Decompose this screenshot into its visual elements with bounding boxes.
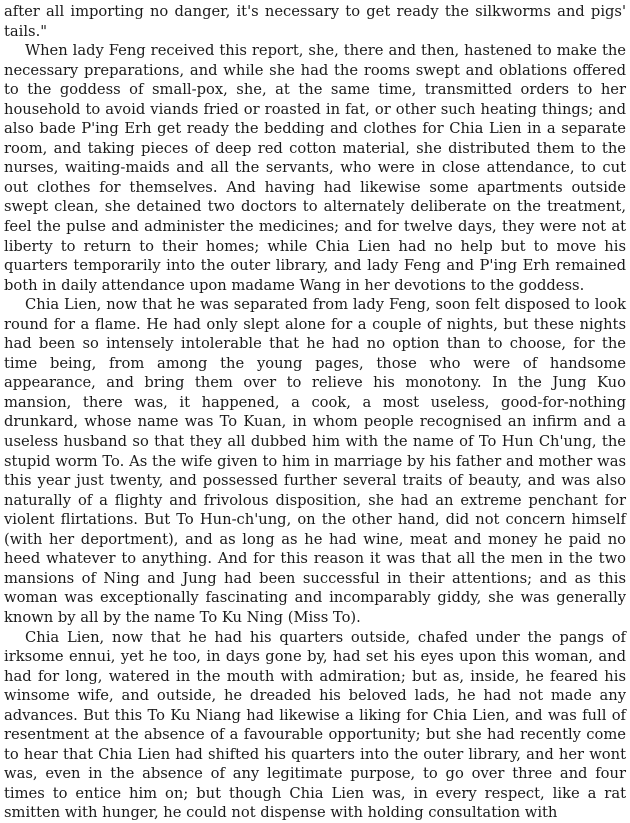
paragraph-chia-lien-quarters: Chia Lien, now that he had his quarters outside, chafed under the pangs of irksome ennui, yet he too, in days gone by, had set his eyes upon this woman, and had for long, watered in the mouth with admiration; but as, inside, he feared his winsome wife, and outside, he dreaded his beloved lads, he had not made any advances. But this To Ku Niang had likewise a liking for Chia Lien, and was full of resentment at the absence of a favourable opportunity; but she had recently come to hear that Chia Lien had shifted his quarters into the outer library, and her wont was, even in the absence of any legitimate purpose, to go over three and four times to entice him on; but though Chia Lien was, in every respect, like a rat smitten with hunger, he could not dispense with holding consultation with [4,628,626,822]
paragraph-continuation: after all importing no danger, it's necessary to get ready the silkworms and pigs' tails." [4,3,626,40]
paragraph-chia-lien-separated: Chia Lien, now that he was separated from lady Feng, soon felt disposed to look round for a flame. He had only slept alone for a couple of nights, but these nights had been so intensely intolerable that he had no option than to choose, for the time being, from among the young pages, those who were of handsome appearance, and bring them over to relieve his monotony. In the Jung Kuo mansion, there was, it happened, a cook, a most useless, good-for-nothing drunkard, whose name was To Kuan, in whom people recognised an infirm and a useless husband so that they all dubbed him with the name of To Hun Ch'ung, the stupid worm To. As the wife given to him in marriage by his father and mother was this year just twenty, and possessed further several traits of beauty, and was also naturally of a flighty and frivolous disposition, she had an extreme penchant for violent flirtations. But To Hun-ch'ung, on the other hand, did not concern himself (with her deportment), and as long as he had wine, meat and money he paid no heed whatever to anything. And for this reason it was that all the men in the two mansions of Ning and Jung had been successful in their attentions; and as this woman was exceptionally fascinating and incomparably giddy, she was generally known by all by the name To Ku Ning (Miss To). [4,296,626,626]
paragraph-lady-feng-preparations: When lady Feng received this report, she, there and then, hastened to make the necessary preparations, and while she had the rooms swept and oblations offered to the goddess of small-pox, she, at the same time, transmitted orders to her household to avoid viands fried or roasted in fat, or other such heating things; and also bade P'ing Erh get ready the bedding and clothes for Chia Lien in a separate room, and taking pieces of deep red cotton material, she distributed them to the nurses, waiting-maids and all the servants, who were in close attendance, to cut out clothes for themselves. And having had likewise some apartments outside swept clean, she detained two doctors to alternately deliberate on the treatment, feel the pulse and administer the medicines; and for twelve days, they were not at liberty to return to their homes; while Chia Lien had no help but to move his quarters temporarily into the outer library, and lady Feng and P'ing Erh remained both in daily attendance upon madame Wang in her devotions to the goddess. [4,42,626,294]
book-page [4,2,626,823]
